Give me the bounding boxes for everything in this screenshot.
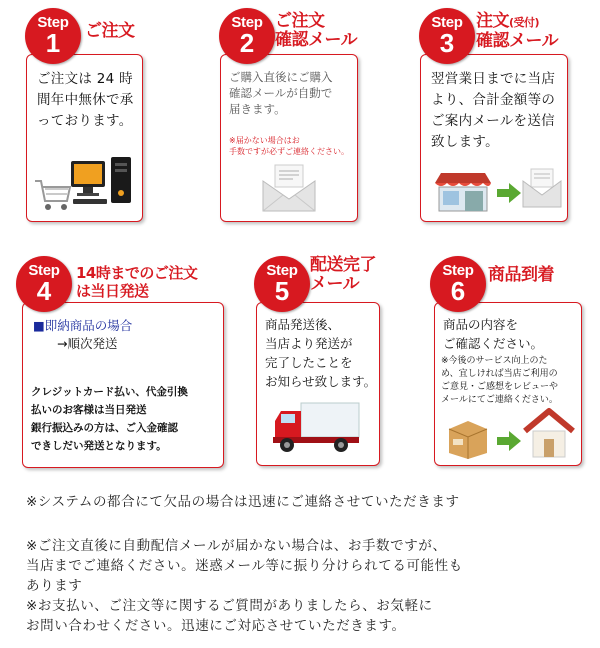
- step-3-number: 3: [439, 28, 455, 58]
- step-3-title: [476, 12, 558, 51]
- shop-icon: [431, 169, 495, 213]
- step-2-title: [275, 12, 357, 50]
- step-6-badge: [430, 256, 486, 312]
- step-1-title: ご注文: [85, 21, 135, 41]
- step-4-badge: [16, 256, 72, 312]
- computer-icon: [69, 155, 137, 211]
- step-1-card: [26, 54, 143, 222]
- delivery-truck-icon: [271, 399, 363, 455]
- step-5-title: [310, 256, 376, 294]
- shopping-cart-icon: [33, 177, 73, 213]
- step-5-badge: [254, 256, 310, 312]
- arrow-right-icon: [497, 183, 521, 203]
- step-6-number: 6: [450, 276, 466, 306]
- step-5-body: 商品発送後、 当店より発送が 完了したことを お知らせ致します。: [265, 317, 377, 389]
- step-4-label: Step: [28, 262, 60, 279]
- step-3-title-line2: 確認メール: [476, 31, 559, 51]
- step-2-body: ご購入直後にご購入 確認メールが自動で 届きます。: [229, 70, 333, 116]
- step-4-title-line1: 14時までのご注文: [76, 264, 198, 282]
- envelope-icon: [521, 167, 563, 209]
- step-4-card: [22, 302, 224, 468]
- step-5-card: [256, 302, 380, 466]
- note-auto-mail: ※ご注文直後に自動配信メールが届かない場合は、お手数ですが、 当店までご連絡ください。迷惑メール等に振り分けられてる可能性も あります: [26, 538, 463, 594]
- step-6-card: [434, 302, 582, 466]
- step-3-title-line1: 注文: [476, 11, 509, 31]
- step-5-title-line1: 配送完了: [310, 255, 376, 275]
- step-1-label: Step: [37, 14, 69, 31]
- package-icon: [445, 419, 491, 459]
- step-2-card: [220, 54, 358, 222]
- step-1-badge: [25, 8, 81, 64]
- step-6-body: 商品の内容を ご確認ください。: [443, 317, 544, 351]
- step-4-number: 4: [36, 276, 52, 306]
- step-2-number: 2: [239, 28, 255, 58]
- step-2-title-line2: 確認メール: [275, 30, 358, 50]
- step-6-title: 商品到着: [488, 265, 554, 285]
- step-4-title: [76, 264, 197, 300]
- step-6-label: Step: [442, 262, 474, 279]
- house-icon: [523, 407, 575, 459]
- arrow-right-icon: [497, 431, 521, 451]
- step-3-label: Step: [431, 14, 463, 31]
- step-1-body: ご注文は 24 時 間年中無休で承 っております。: [37, 71, 134, 129]
- step-5-label: Step: [266, 262, 298, 279]
- step-4-bullet: ■即納商品の場合: [33, 318, 133, 333]
- step-4-title-line2: は当日発送: [76, 282, 149, 300]
- step-2-label: Step: [231, 14, 263, 31]
- note-inquiry: ※お支払い、ご注文等に関するご質問がありましたら、お気軽に お問い合わせください。迅速にご対応させていただきます。: [26, 598, 433, 634]
- step-2-note: ※届かない場合はお 手数ですが必ずご連絡ください。: [229, 136, 349, 156]
- step-2-title-line1: ご注文: [275, 11, 325, 31]
- step-3-body: 翌営業日までに当店 より、合計金額等の ご案内メールを送信 致します。: [431, 71, 556, 150]
- step-4-sub: →順次発送: [57, 336, 118, 351]
- step-6-note: ※今後のサービス向上のた め、宜しければ当店ご利用の ご意見・ご感想をレビューや メールにてご連絡ください。: [441, 356, 559, 405]
- step-5-number: 5: [274, 276, 290, 306]
- step-5-title-line2: メール: [310, 274, 360, 294]
- step-2-badge: [219, 8, 275, 64]
- step-3-badge: [419, 8, 475, 64]
- step-4-body: クレジットカード払い、代金引換 払いのお客様は当日発送 銀行振込みの方は、ご入金確認 できしだい発送となります。: [31, 386, 188, 452]
- step-3-card: [420, 54, 568, 222]
- step-1-number: 1: [45, 28, 61, 58]
- note-stock: ※システムの都合にて欠品の場合は迅速にご連絡させていただきます: [26, 494, 460, 510]
- step-3-title-suffix: (受付): [509, 16, 540, 29]
- envelope-icon: [261, 163, 317, 213]
